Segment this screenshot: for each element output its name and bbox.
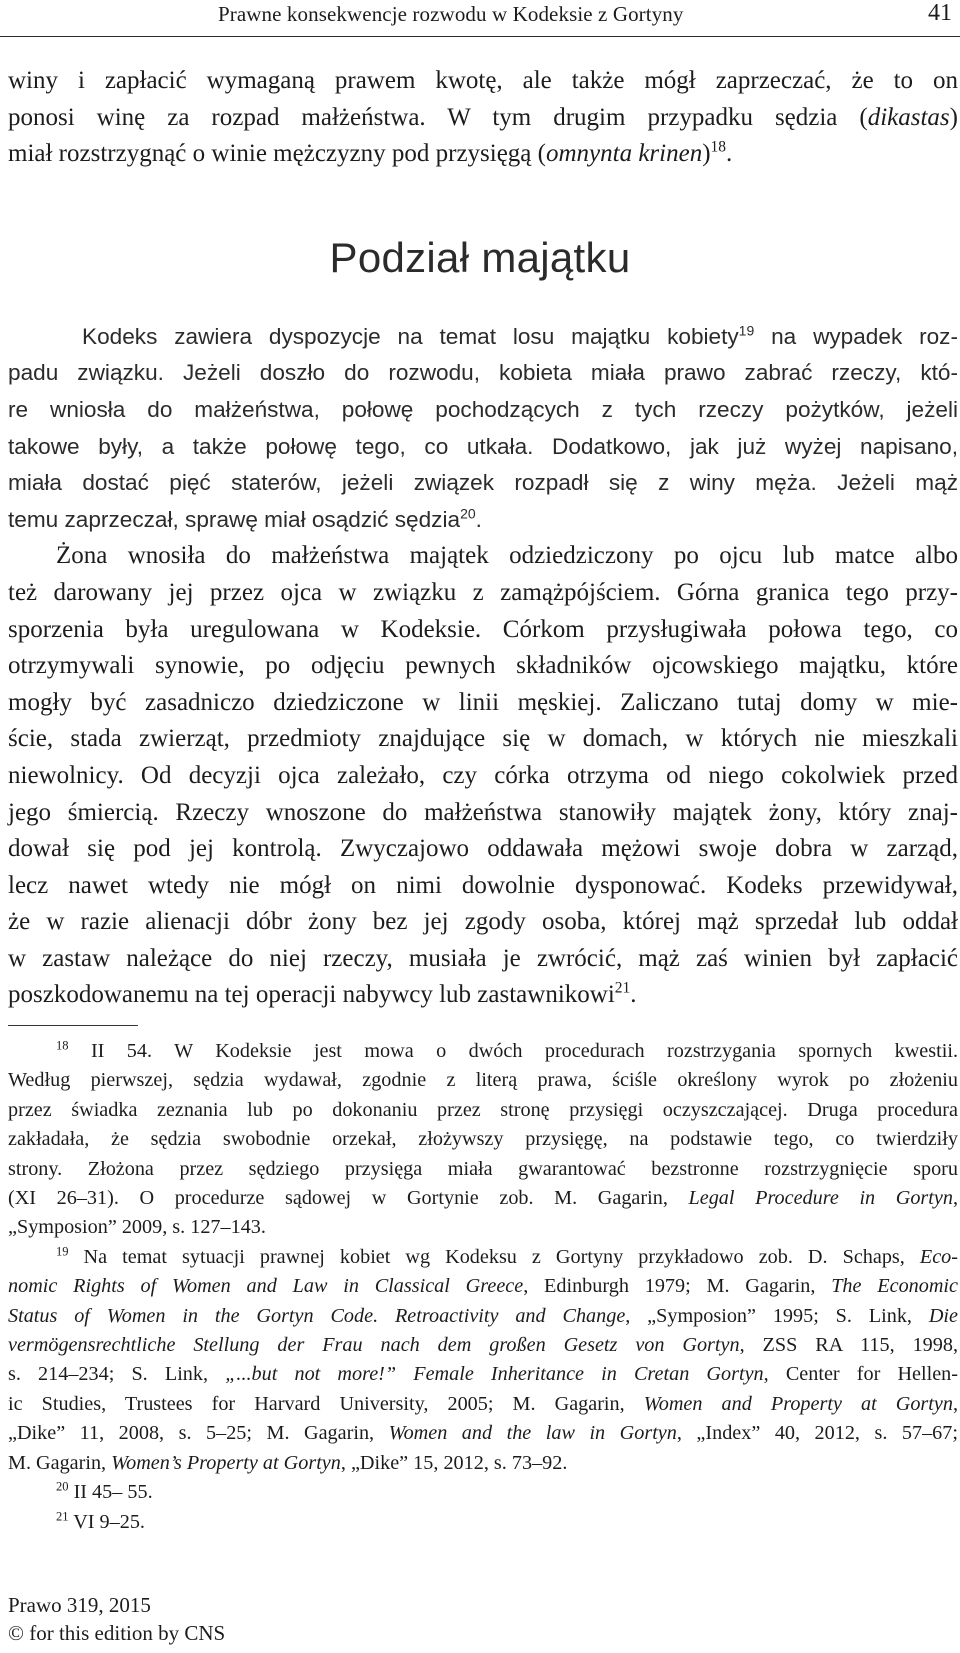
text-span: , bbox=[952, 1187, 959, 1210]
paragraph3-line bbox=[8, 612, 958, 649]
text-span: . bbox=[475, 506, 482, 532]
text-span: , „Index” 40, 2012, s. 57–67; bbox=[676, 1422, 958, 1445]
footnote-ref-18[interactable]: 18 bbox=[710, 138, 727, 156]
paragraph2-line bbox=[8, 429, 958, 466]
text-span: w zastaw należące do niej rzeczy, musiała je zwrócić, mąż zaś winien był zapłacić bbox=[8, 944, 958, 972]
paragraph3-line bbox=[8, 977, 958, 1014]
italic-title: Die bbox=[928, 1304, 958, 1327]
footnote-line bbox=[8, 1390, 958, 1419]
text-span: II 45– 55. bbox=[68, 1481, 153, 1504]
text-span: strony. Złożona przez sędziego przysięga miała gwarantować bezstronne rozstrzygnięcie sporu bbox=[8, 1157, 958, 1180]
text-span: na wypadek roz- bbox=[754, 323, 958, 349]
footnote-line bbox=[8, 1213, 958, 1242]
paragraph1-line bbox=[8, 136, 958, 173]
footnote-line bbox=[8, 1360, 958, 1389]
paragraph3-line bbox=[8, 648, 958, 685]
text-span: ) bbox=[949, 103, 958, 131]
italic-title: Women and the law in Gortyn bbox=[388, 1422, 677, 1445]
italic-term: dikastas bbox=[867, 103, 950, 131]
paragraph3-line bbox=[8, 941, 958, 978]
text-span: winy i zapłacić wymaganą prawem kwotę, ale także mógł zaprzeczać, że to on bbox=[8, 67, 958, 94]
paragraph2-line bbox=[8, 355, 958, 392]
text-span: ) bbox=[702, 140, 711, 168]
footnote-ref-20[interactable]: 20 bbox=[460, 505, 476, 522]
page-number: 41 bbox=[928, 0, 952, 26]
text-span: takowe były, a także połowę tego, co utkała. Dodatkowo, jak już wyżej napisano, bbox=[8, 433, 958, 459]
text-span: też darowany jej przez ojca w związku z zamążpójściem. Górna granica tego przy- bbox=[8, 578, 958, 606]
text-span: lecz nawet wtedy nie mógł on nimi dowolnie dysponować. Kodeks przewidywał, bbox=[8, 871, 958, 899]
text-span: , „Symposion” 1995; S. Link, bbox=[625, 1304, 929, 1327]
text-span: mogły być zasadniczo dziedziczone w linii męskiej. Zaliczano tutaj domy w mie- bbox=[8, 688, 958, 716]
text-span: zakładała, że sędzia swobodnie orzekał, złożywszy przysięgę, na podstawie tego, co twierdziły bbox=[8, 1128, 958, 1151]
footnote-21 bbox=[8, 1508, 958, 1537]
footnote-line bbox=[8, 1331, 958, 1360]
footnote-line bbox=[8, 1184, 958, 1213]
italic-term: omnynta krinen bbox=[545, 140, 703, 168]
italic-title: vermögensrechtliche Stellung der Frau nach dem großen Gesetz von Gortyn bbox=[8, 1334, 740, 1357]
footnote-line bbox=[8, 1272, 958, 1301]
footnote-19 bbox=[8, 1243, 958, 1272]
imprint bbox=[8, 1591, 225, 1647]
paragraph2-line bbox=[8, 502, 958, 539]
italic-title: The Economic bbox=[831, 1275, 958, 1298]
paragraph3-line bbox=[8, 721, 958, 758]
text-span: , Edinburgh 1979; M. Gagarin, bbox=[523, 1275, 832, 1298]
text-span: Kodeks zawiera dyspozycje na temat losu majątku kobiety bbox=[82, 323, 739, 349]
text-span: „Dike” 11, 2008, s. 5–25; M. Gagarin, bbox=[8, 1422, 389, 1445]
paragraph3-line bbox=[8, 575, 958, 612]
footnote-18 bbox=[8, 1037, 958, 1066]
text-span: Na temat sytuacji prawnej kobiet wg Kodeksu z Gortyny przykładowo zob. D. Schaps, bbox=[68, 1245, 920, 1268]
italic-title: Eco- bbox=[919, 1245, 958, 1268]
text-span: II 54. W Kodeksie jest mowa o dwóch procedurach rozstrzygania spornych kwestii. bbox=[68, 1040, 958, 1062]
text-span: miał rozstrzygnąć o winie mężczyzny pod przysięgą ( bbox=[8, 140, 546, 168]
italic-title: „...but not more!” Female Inheritance in Cretan Gortyn bbox=[225, 1363, 764, 1386]
footnote-number: 21 bbox=[56, 1508, 69, 1523]
italic-title: Women and Property at Gortyn bbox=[643, 1392, 953, 1415]
running-head bbox=[0, 0, 960, 40]
text-span: . bbox=[630, 981, 637, 1009]
text-span: temu zaprzeczał, sprawę miał osądzić sędzia bbox=[8, 506, 461, 532]
text-span: M. Gagarin, bbox=[8, 1451, 112, 1474]
text-span: Żona wnosiła do małżeństwa majątek odziedziczony po ojcu lub matce albo bbox=[56, 542, 958, 570]
text-span: otrzymywali synowie, po odjęciu pewnych składników ojcowskiego majątku, które bbox=[8, 652, 958, 680]
text-span: , „Dike” 15, 2012, s. 73–92. bbox=[340, 1451, 568, 1474]
header-rule bbox=[0, 36, 960, 37]
footnote-line bbox=[8, 1125, 958, 1154]
text-span: dował się pod jej kontrolą. Zwyczajowo oddawała mężowi swoje dobra w zarząd, bbox=[8, 835, 958, 863]
footnote-ref-21[interactable]: 21 bbox=[614, 979, 631, 997]
body-text bbox=[8, 63, 958, 1014]
text-span: s. 214–234; S. Link, bbox=[8, 1363, 226, 1386]
text-span: ponosi winę za rozpad małżeństwa. W tym drugim przypadku sędzia ( bbox=[8, 103, 868, 131]
text-span: przez świadka zeznania lub po dokonaniu przez stronę przysięgi oczyszczającej. Druga procedura bbox=[8, 1098, 958, 1121]
paragraph2-line bbox=[8, 319, 958, 356]
journal-info: Prawo 319, 2015 bbox=[8, 1593, 151, 1617]
footnote-line bbox=[8, 1302, 958, 1331]
text-span: ic Studies, Trustees for Harvard University, 2005; M. Gagarin, bbox=[8, 1392, 644, 1415]
text-span: (XI 26–31). O procedurze sądowej w Gortynie zob. M. Gagarin, bbox=[8, 1187, 689, 1210]
running-head-title: Prawne konsekwencje rozwodu w Kodeksie z Gortyny bbox=[218, 2, 684, 26]
text-span: miała dostać pięć staterów, jeżeli związek rozpadł się z winy męża. Jeżeli mąż bbox=[8, 470, 958, 496]
italic-title: nomic Rights of Women and Law in Classical Greece bbox=[8, 1275, 524, 1298]
footnote-20 bbox=[8, 1478, 958, 1507]
footnote-line bbox=[8, 1066, 958, 1095]
footnote-ref-19[interactable]: 19 bbox=[738, 322, 755, 339]
paragraph3-line bbox=[8, 868, 958, 905]
footnote-number: 20 bbox=[56, 1479, 69, 1494]
paragraph3-line bbox=[8, 795, 958, 832]
footnote-line bbox=[8, 1096, 958, 1125]
footnotes bbox=[8, 1037, 958, 1537]
text-span: „Symposion” 2009, s. 127–143. bbox=[8, 1216, 266, 1239]
paragraph3-line bbox=[8, 831, 958, 868]
paragraph2-line bbox=[8, 465, 958, 502]
copyright-notice: © for this edition by CNS bbox=[8, 1621, 226, 1645]
text-span: poszkodowanemu na tej operacji nabywcy lub zastawnikowi bbox=[8, 981, 615, 1009]
text-span: , Center for Hellen- bbox=[763, 1363, 958, 1386]
text-span: , bbox=[952, 1392, 958, 1415]
paragraph1-line bbox=[8, 100, 958, 137]
italic-title: Status of Women in the Gortyn Code. Retroactivity and Change bbox=[8, 1304, 626, 1327]
text-span: padu związku. Jeżeli doszło do rozwodu, kobieta miała prawo zabrać rzeczy, któ- bbox=[8, 360, 958, 386]
paragraph1-line bbox=[8, 63, 958, 100]
section-title: Podział majątku bbox=[329, 234, 631, 281]
text-span: re wniosła do małżeństwa, połowę pochodzących z tych rzeczy pożytków, jeżeli bbox=[8, 396, 958, 422]
paragraph2-line bbox=[8, 392, 958, 429]
text-span: jego śmiercią. Rzeczy wnoszone do małżeństwa stanowiły majątek żony, który znaj- bbox=[8, 798, 958, 826]
footnote-line bbox=[8, 1449, 958, 1478]
text-span: sporzenia była uregulowana w Kodeksie. Córkom przysługiwała połowa tego, co bbox=[8, 615, 958, 643]
italic-title: Women’s Property at Gortyn bbox=[111, 1451, 341, 1474]
paragraph3-line bbox=[8, 904, 958, 941]
text-span: Według pierwszej, sędzia wydawał, zgodnie z literą prawa, ściśle określony wyrok po złożeniu bbox=[8, 1069, 958, 1092]
footnote-number: 19 bbox=[56, 1244, 69, 1259]
italic-title: Legal Procedure in Gortyn bbox=[688, 1187, 953, 1210]
text-span: , ZSS RA 115, 1998, bbox=[739, 1334, 958, 1357]
paragraph3-line bbox=[8, 758, 958, 795]
text-span: VI 9–25. bbox=[68, 1510, 145, 1533]
text-span: że w razie alienacji dóbr żony bez jej zgody osoba, której mąż sprzedał lub oddał bbox=[8, 908, 958, 936]
paragraph3-line bbox=[8, 685, 958, 722]
footnote-number: 18 bbox=[56, 1038, 69, 1053]
footnote-line bbox=[8, 1419, 958, 1448]
text-span: . bbox=[726, 140, 733, 168]
paragraph3-line bbox=[8, 538, 958, 575]
text-span: niewolnicy. Od decyzji ojca zależało, czy córka otrzyma od niego cokolwiek przed bbox=[8, 761, 958, 789]
footnote-rule bbox=[8, 1025, 138, 1026]
text-span: ście, stada zwierząt, przedmioty znajdujące się w domach, w których nie mieszkali bbox=[8, 725, 958, 753]
footnote-line bbox=[8, 1155, 958, 1184]
